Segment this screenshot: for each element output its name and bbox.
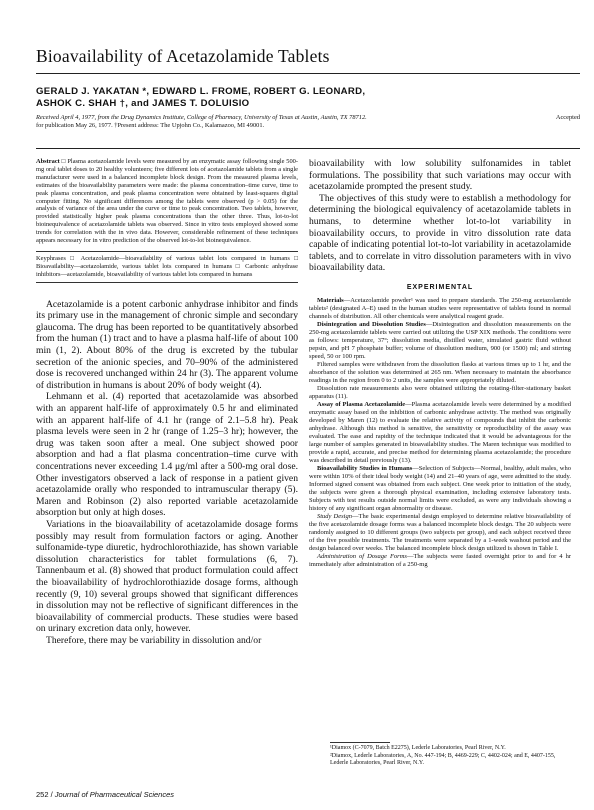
experimental-section xyxy=(309,297,571,569)
intro-right xyxy=(309,158,571,274)
exp-para xyxy=(309,385,571,401)
accepted-label: Accepted xyxy=(555,114,580,121)
exp-para-label: Materials xyxy=(317,296,344,304)
intro-para-2: Lehmann et al. (4) reported that acetazolamide was absorbed with an apparent half-life of approximately 0.5 hr and eliminated with an apparent half-life of 4.1 hr (range of 2.1–5.8 hr). Peak plasma levels were seen in 2 hr (range of 1.25–3 hr); however, the drug was taken soon after a meal. One subject showed poor absorption and had a flat plasma concentration–time curve with concentrations never exceeding 1.4 μg/ml after a 500-mg oral dose. Other investigators observed a lack of response in a patient given acetazolamide orally who responded to intramuscular therapy (5). Maren and Robinson (2) also reported variable acetazolamide absorption but only at high doses. xyxy=(36,391,298,519)
intro-para-1: Acetazolamide is a potent carbonic anhydrase inhibitor and finds its primary use in the management of chronic simple and secondary glaucoma. The drug has been reported to be quantitatively absorbed from the human (1) tract and to have a plasma half-life of about 100 min (1, 2). About 80% of the drug is excreted by the tubular secretion of the anionic species, and 70–90% of the administered dose is recovered unchanged within 24 hr (3). The apparent volume of distribution in humans is about 20% of body weight (4). xyxy=(36,298,298,391)
exp-para xyxy=(309,465,571,513)
keywords-box xyxy=(36,251,298,283)
intro-left xyxy=(36,299,298,647)
section-heading-experimental: EXPERIMENTAL xyxy=(406,283,474,291)
exp-para-text: —Acetazolamide powder¹ was used to prepare standards. The 250-mg acetazolamide tablets² (designated A–E) used in the human studies were representative of tablets found in normal channels of distribution. All other chemicals were analytical reagent grade. xyxy=(309,296,571,320)
abstract-text: Plasma acetazolamide levels were measured by an enzymatic assay following single 500-mg oral tablet doses to 20 healthy volunteers; five different lots of acetazolamide tablets from a single manufacturer were used in a balanced incomplete block design. From the measured plasma levels, estimates of the bioavailability parameters were made: the plasma concentration–time curve, time to peak plasma concentration, and peak plasma concentration were obtained by least-squares digital computer fitting. No significant differences among the tablets were observed (p > 0.05) for the analysis of variance of the area under the curve or time to peak concentration. Two tablets, however, provided statistically higher peak plasma concentrations than the other three. Thus, lot-to-lot bioinequivalence of acetazolamide tablets was observed. Since in vitro tests employed showed some trends for correlation with the in vivo data. However, considerable refinement of these techniques appears necessary for in vitro prediction of the observed lot-to-lot bioinequivalence. xyxy=(36,158,298,245)
abstract xyxy=(36,158,298,245)
exp-para-text: —The basic experimental design employed to determine relative bioavailability of the five acetazolamide dosage forms was a balanced incomplete block design. The 20 subjects were randomly assigned to 10 different groups (two subjects per group), and each subject received three of the five possible treatments. The treatments were separated by a 1-week washout period and the design balanced over weeks. The balanced incomplete block design utilized is shown in Table I. xyxy=(309,512,572,552)
intro-right-para-1: bioavailability with low solubility sulfonamides in tablet formulations. The possibility that such variations may occur with acetazolamide prompted the present study. xyxy=(309,158,571,193)
exp-para xyxy=(309,297,571,321)
exp-para-label: Assay of Plasma Acetazolamide xyxy=(317,400,406,408)
footnote-1: ¹Diamox (C-7079, Batch E2275), Lederle Laboratories, Pearl River, N.Y. xyxy=(330,745,506,751)
authors-line-1: GERALD J. YAKATAN *, EDWARD L. FROME, ROBERT G. LEONARD, xyxy=(36,86,366,97)
abstract-label: Abstract □ xyxy=(36,158,66,165)
page-footer xyxy=(36,790,174,799)
exp-para-label: Study Design xyxy=(317,512,352,520)
received-line-2: for publication May 26, 1977. †Present address: The Upjohn Co., Kalamazoo, MI 49001. xyxy=(36,122,265,129)
exp-para xyxy=(309,553,571,569)
exp-para-label: Disintegration and Dissolution Studies xyxy=(317,320,426,328)
exp-para-label: Bioavailability Studies in Humans xyxy=(317,464,413,472)
authors-line-2: ASHOK C. SHAH †, and JAMES T. DOLUISIO xyxy=(36,97,250,109)
exp-para xyxy=(309,401,571,465)
exp-para-text: Dissolution rate measurements also were obtained utilizing the rotating-filter-stationary basket apparatus (11). xyxy=(309,384,571,400)
exp-para-text: —Disintegration and dissolution measurements on the 250-mg acetazolamide tablets were carried out utilizing the USP XIX methods. The conditions were as follows: temperature, 37°; dissolution media, distilled water, simulated gastric fluid without pepsin, and pH 7 phosphate buffer; volume of dissolution medium, 900 (or 1500) ml; and stirring speed, 50 or 100 rpm. xyxy=(309,320,572,360)
exp-para-text: —Selection of Subjects—Normal, healthy, adult males, who were within 10% of their ideal body weight (14) and 21–40 years of age, were admitted to the study. Informed signed consent was obtained from each subject. One week prior to initiation of the study, the subjects were given a thorough physical examination, including extensive laboratory tests. Subjects with test results outside normal limits were excluded, as were any individuals showing a history of any significant organ abnormality or disease. xyxy=(309,464,571,512)
intro-right-para-2: The objectives of this study were to establish a methodology for determining the biological equivalency of acetazolamide tablets in humans, to determine whether lot-to-lot variability in bioavailability occurs, to provide in vitro dissolution rate data capable of indicating potential lot-to-lot variability in acetazolamide tablets, and to correlate in vitro dissolution parameters with in vivo bioavailability data. xyxy=(309,192,571,274)
author-list xyxy=(36,86,556,109)
journal-name: Journal of Pharmaceutical Sciences xyxy=(54,790,175,799)
article-title: Bioavailability of Acetazolamide Tablets xyxy=(36,46,330,66)
exp-para xyxy=(309,513,571,553)
exp-para-text: —Plasma acetazolamide levels were determined by a modified enzymatic assay based on the inhibition of carbonic anhydrase activity. The method was originally developed by Maren (12) to evaluate the relative activity of compounds that inhibit the carbonic anhydrase. Although this method is sensitive, the sensitivity or reproducibility of the assay was evaluated. The ease and rapidity of the technique indicated that it would be advantageous for the large number of samples generated in bioavailability studies. The Maren technique was modified to provide a rapid, accurate, and precise method for determining plasma acetazolamide; the procedure was described in detail previously (13). xyxy=(309,400,571,464)
keywords: Keyphrases □ Acetazolamide—bioavailability of various tablet lots compared in humans □ Bioavailability—acetazolamide, various tablet lots compared in humans □ Carbonic anhydrase inhibitors—acetazolamide, bioavailability of various tablet lots compared in humans xyxy=(36,254,298,278)
intro-para-4: Therefore, there may be variability in dissolution and/or xyxy=(46,634,262,646)
footnotes-rule xyxy=(330,742,390,743)
exp-para-text: Filtered samples were withdrawn from the dissolution flasks at various times up to 1 hr, and the absorbance of the solution was determined at 265 nm. When necessary to maintain the absorbance readings in the region from 0 to 2 units, the samples were appropriately diluted. xyxy=(309,360,571,384)
left-column xyxy=(36,158,298,647)
received-line-1: Received April 4, 1977, from the Drug Dynamics Institute, College of Pharmacy, University of Texas at Austin, Austin, TX 78712. xyxy=(36,114,367,121)
header-rule xyxy=(36,148,580,149)
exp-para-text: —The subjects were fasted overnight prior to and for 4 hr immediately after administration of a 250-mg xyxy=(309,552,571,568)
page-number: 252 / xyxy=(36,790,53,799)
intro-para-3: Variations in the bioavailability of acetazolamide dosage forms possibly may result from formulation factors or aging. Another sulfonamide-type diuretic, hydrochlorothiazide, has shown variable dissolution characteristics for tablet formulations (6, 7). Tannenbaum et al. (8) showed that product formulation could affect the bioavailability of hydrochlorothiazide dosage forms, although recently (9, 10) several groups showed that significant differences in dissolution may not be reflective of significant differences in the bioavailability of commercial products. These studies were based on urinary excretion data only, however. xyxy=(36,518,298,635)
footnotes xyxy=(330,745,570,768)
exp-para xyxy=(309,321,571,361)
received-note xyxy=(36,114,580,130)
exp-para-label: Administration of Dosage Forms xyxy=(317,552,407,560)
title-rule xyxy=(36,73,580,74)
footnote-2: ²Diamox, Lederle Laboratories, A, No. 447-194; B, 4469-229; C, 4402-024; and E, 4407-155, Lederle Laboratories, Pearl River, N.Y. xyxy=(330,752,556,767)
exp-para xyxy=(309,361,571,385)
right-column xyxy=(309,158,571,569)
